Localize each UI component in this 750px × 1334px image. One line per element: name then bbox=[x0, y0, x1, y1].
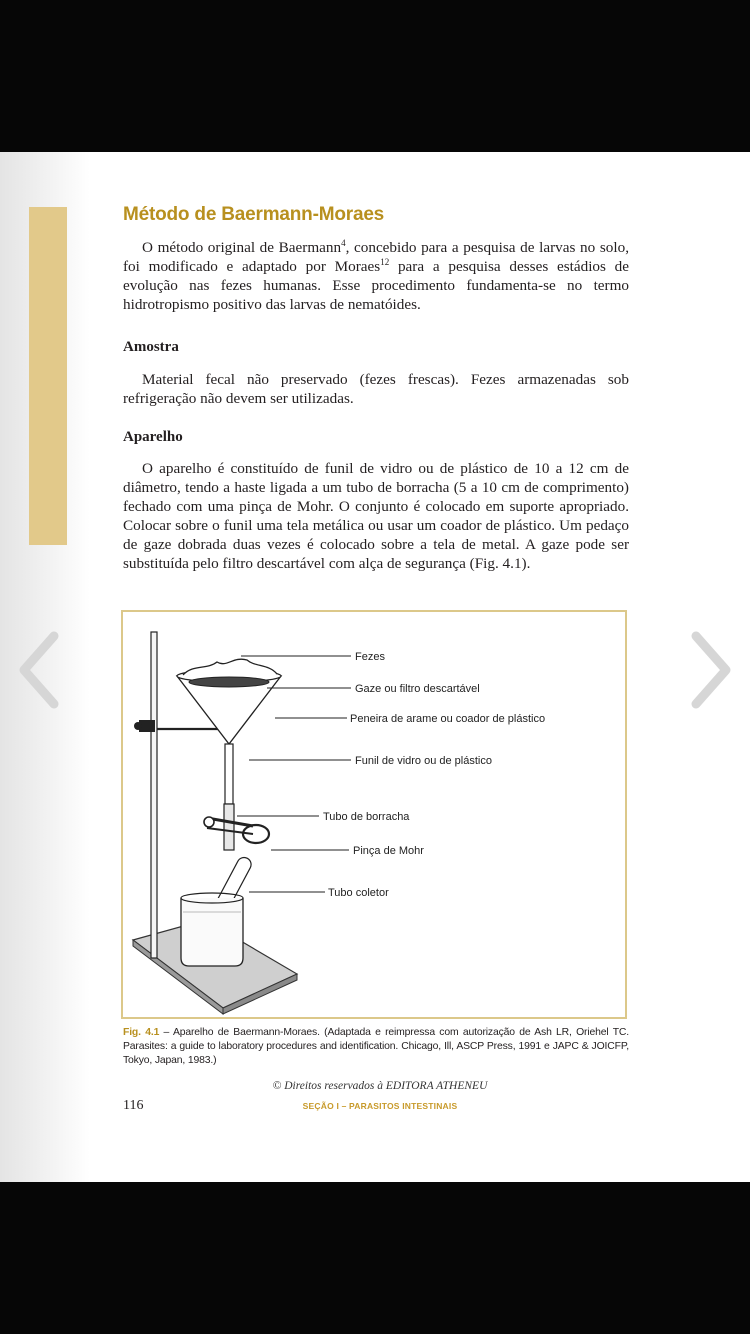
next-page-arrow-icon[interactable] bbox=[688, 630, 734, 710]
aparelho-paragraph: O aparelho é constituído de funil de vidro ou de plástico de 10 a 12 cm de diâmetro, tendo a haste ligada a um tubo de borracha (5 a 10 cm de comprimento) fechado com uma pinça de Mohr. O conjunto é colocado em suporte apropriado. Colocar sobre o funil uma tela metálica ou usar um coador de plástico. Um pedaço de gaze dobrada duas vezes é colocado sobre a tela de metal. A gaze pode ser substituída pelo filtro descartável com alça de segurança (Fig. 4.1). bbox=[123, 460, 629, 572]
section-title: Método de Baermann-Moraes bbox=[123, 204, 385, 225]
reference-4[interactable]: 4 bbox=[341, 237, 346, 248]
bosshead-screw bbox=[134, 722, 142, 730]
intro-paragraph: O método original de Baermann$^4$, concebido para a pesquisa de larvas no solo, foi modificado e adaptado por Moraes$^{12}$ para a pesquisa desses estádios de evolução nas fezes humanas. Esse procedimento fundamenta-se no termo hidrotropismo positivo das larvas de nematóides. bbox=[123, 237, 630, 313]
subheading-aparelho: Aparelho bbox=[123, 429, 183, 445]
previous-page-arrow-icon[interactable] bbox=[16, 630, 62, 710]
funnel-stem bbox=[225, 744, 233, 804]
label-tubo-borracha: Tubo de borracha bbox=[323, 811, 410, 823]
amostra-paragraph: Material fecal não preservado (fezes frescas). Fezes armazenadas sob refrigeração não devem ser utilizadas. bbox=[123, 371, 629, 407]
stand-rod bbox=[151, 632, 157, 958]
label-tubo-coletor: Tubo coletor bbox=[328, 887, 389, 899]
label-gaze: Gaze ou filtro descartável bbox=[355, 683, 480, 695]
figure-caption: Fig. 4.1 – Aparelho de Baermann-Moraes. (Adaptada e reimpressa com autorização de Ash LR, Oriehel TC. Parasites: a guide to laboratory procedures and identification. Chicago, Ill, ASCP Press, 1991 e JAPC & JOICFP, Tokyo, Japan, 1983.) bbox=[123, 1027, 630, 1066]
section-label: SEÇÃO I – PARASITOS INTESTINAIS bbox=[302, 1101, 458, 1111]
bottom-bar bbox=[0, 1182, 750, 1334]
figure-reference: Fig. 4.1 bbox=[123, 1027, 160, 1038]
feces-sample bbox=[183, 659, 277, 675]
page-number: 116 bbox=[123, 1098, 144, 1113]
book-page bbox=[0, 152, 750, 1182]
beaker bbox=[181, 898, 243, 966]
subheading-amostra: Amostra bbox=[123, 339, 179, 355]
label-pinca-mohr: Pinça de Mohr bbox=[353, 845, 424, 857]
top-bar bbox=[0, 0, 750, 152]
label-peneira: Peneira de arame ou coador de plástico bbox=[350, 713, 546, 725]
rubber-tube bbox=[224, 804, 234, 850]
copyright-notice: © Direitos reservados à EDITORA ATHENEU bbox=[272, 1080, 488, 1092]
chapter-tab bbox=[29, 207, 67, 545]
apparatus-illustration bbox=[123, 612, 625, 1017]
figure-baermann-apparatus bbox=[121, 610, 627, 1019]
sieve-screen bbox=[189, 677, 269, 687]
label-funil: Funil de vidro ou de plástico bbox=[355, 755, 492, 767]
reference-12[interactable]: 12 bbox=[380, 256, 390, 267]
label-fezes: Fezes bbox=[355, 651, 385, 663]
